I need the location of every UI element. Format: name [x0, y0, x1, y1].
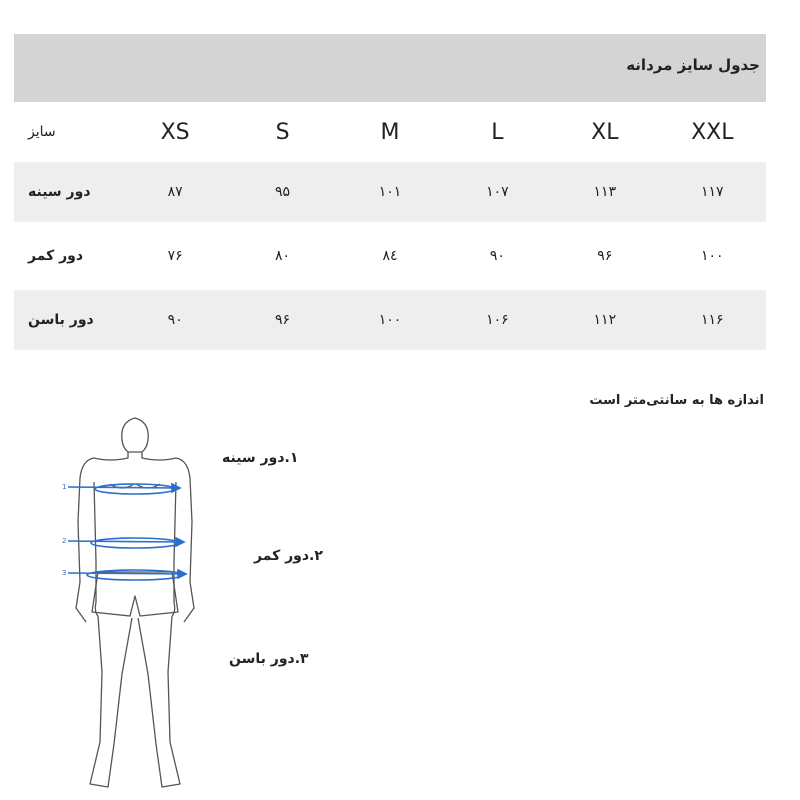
legend-chest: ۱.دور سینه	[222, 450, 299, 466]
row-label: دور سینه	[14, 162, 121, 222]
table-cell: ۱۰۱	[336, 162, 443, 222]
table-cell: ۹۶	[597, 248, 613, 264]
body-figure-illustration	[50, 412, 220, 797]
marker-labels	[62, 483, 66, 577]
table-row	[14, 162, 766, 222]
legend-hip: ۳.دور باسن	[229, 651, 309, 667]
size-l: L	[491, 119, 504, 145]
size-m: M	[380, 119, 400, 145]
table-cell: ۹۰	[121, 290, 228, 350]
table-cell: ۱۰۶	[444, 290, 551, 350]
body-outline	[76, 418, 194, 787]
table-row	[14, 226, 766, 286]
marker-3: 3	[62, 569, 67, 577]
unit-note: اندازه ها به سانتی‌متر است	[589, 393, 764, 408]
table-cell: ۱۰۰	[336, 290, 443, 350]
table-cell: ۱۱۷	[659, 162, 766, 222]
measure-lines	[68, 484, 186, 580]
page-title: جدول سایز مردانه	[626, 56, 760, 74]
table-cell: ۱۰۰	[700, 248, 724, 264]
marker-1: 1	[62, 483, 67, 491]
table-cell: ۹۵	[229, 162, 336, 222]
table-cell: ۸۷	[121, 162, 228, 222]
table-cell: ۱۱۲	[551, 290, 658, 350]
marker-2: 2	[62, 537, 67, 545]
size-s: S	[275, 119, 290, 145]
header-label: سایز	[28, 124, 56, 140]
row-label: دور کمر	[28, 248, 84, 264]
table-cell: ۱۱۳	[551, 162, 658, 222]
table-cell: ۹۰	[489, 248, 505, 264]
table-cell: ۱۰۷	[444, 162, 551, 222]
size-table	[14, 102, 766, 350]
title-bar	[14, 34, 766, 102]
table-header-row	[14, 102, 766, 162]
legend-waist: ۲.دور کمر	[254, 548, 323, 564]
size-xxl: XXL	[691, 119, 734, 145]
table-cell: ۸۰	[275, 248, 291, 264]
table-cell: ۱۱۶	[659, 290, 766, 350]
table-cell: ۸٤	[382, 248, 398, 264]
table-cell: ۷۶	[167, 248, 183, 264]
table-row	[14, 290, 766, 350]
row-label: دور باسن	[14, 290, 121, 350]
size-xl: XL	[591, 119, 619, 145]
table-cell: ۹۶	[229, 290, 336, 350]
size-xs: XS	[160, 119, 190, 145]
